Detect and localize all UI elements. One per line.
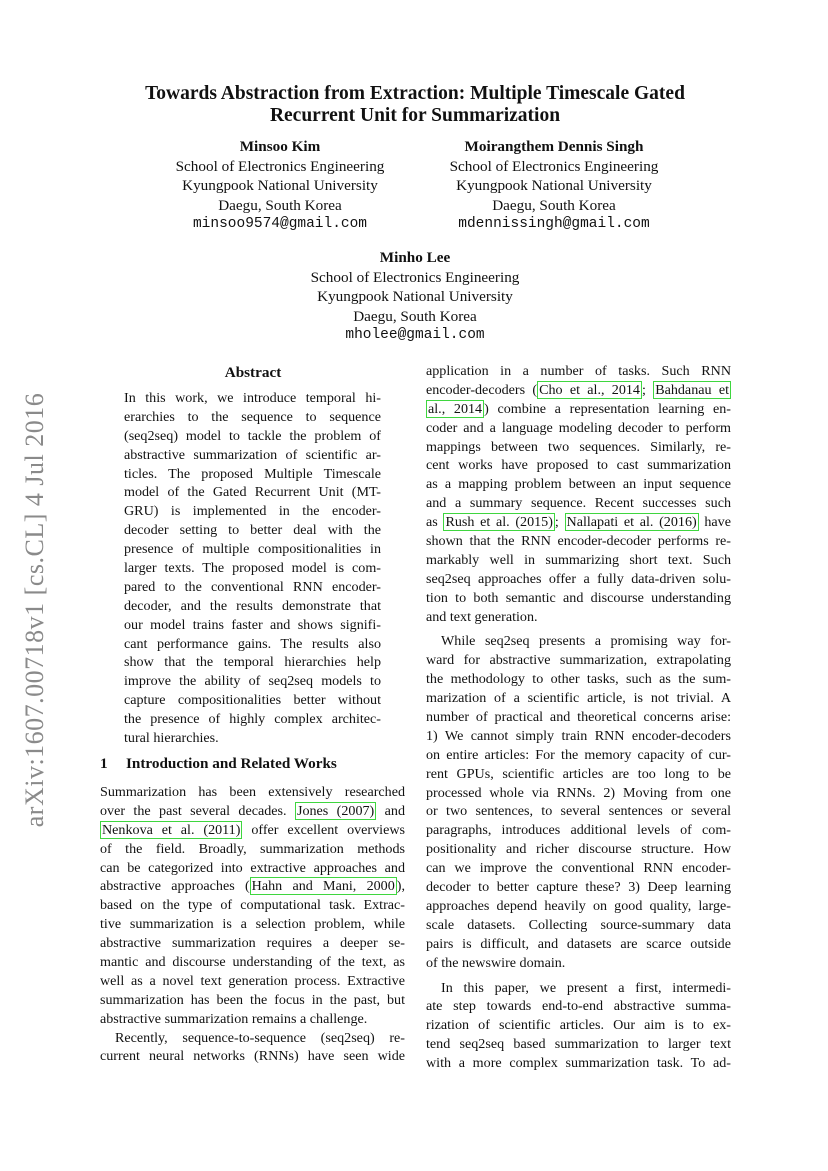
body-line: ate step towards end-to-end abstractive summa-: [426, 998, 731, 1015]
abstract-line: model of the Gated Recurrent Unit (MT-: [124, 484, 381, 501]
body-line: rization of scientific articles. Our aim is to ex-: [426, 1017, 731, 1034]
author-email[interactable]: mholee@gmail.com: [345, 327, 485, 343]
author-university: Kyungpook National University: [456, 177, 652, 194]
abstract-line: pared to the conventional RNN encoder-: [124, 578, 381, 595]
intro-right-column: [426, 362, 731, 1073]
author-university: Kyungpook National University: [317, 288, 513, 305]
citation-link[interactable]: Cho et al., 2014: [539, 381, 640, 398]
abstract-line: capture compositionalities better without: [124, 692, 381, 709]
citation-link[interactable]: Bahdanau et: [655, 381, 729, 398]
author-block: [160, 137, 400, 235]
body-line: coder and a language modeling decoder to perform: [426, 419, 731, 436]
author-name: Moirangthem Dennis Singh: [464, 138, 644, 155]
author-affiliation: School of Electronics Engineering: [175, 157, 385, 175]
abstract-line: our model trains faster and shows signifi-: [124, 616, 381, 633]
body-line: of the newswire domain.: [426, 954, 566, 971]
author-affiliation: School of Electronics Engineering: [449, 157, 659, 175]
body-line: tion to both semantic and discourse understanding: [426, 589, 731, 606]
intro-left-column: [100, 783, 405, 1066]
body-line: summarization has been the focus in the past, but: [100, 991, 405, 1008]
author-affiliation: School of Electronics Engineering: [310, 268, 520, 286]
abstract-line: improve the ability of seq2seq models to: [124, 673, 381, 690]
author-email[interactable]: minsoo9574@gmail.com: [192, 216, 368, 232]
body-line: markably well in summarizing short text. Such: [426, 551, 731, 568]
body-line: mantic and discourse understanding of the text, as: [100, 954, 405, 971]
body-line: as a mapping problem between an input sequence: [426, 476, 731, 493]
author-email[interactable]: mdennissingh@gmail.com: [458, 216, 650, 232]
body-line: with a more complex summarization task. To ad-: [426, 1055, 731, 1072]
body-line: al., 2014 ) combine a representation learning en-: [428, 400, 731, 417]
citation-link[interactable]: al., 2014: [428, 400, 483, 417]
arxiv-sidebar: [10, 380, 60, 840]
body-line: scale datasets. Collecting source-summary data: [426, 916, 731, 933]
abstract-line: abstractive summarization of scientific ar-: [124, 446, 381, 463]
section-number: 1: [100, 755, 108, 772]
section-heading: [100, 755, 337, 773]
body-line: and text generation.: [426, 608, 538, 625]
section-title: Introduction and Related Works: [126, 755, 337, 772]
abstract-line: erarchies to the sequence to sequence: [124, 408, 381, 425]
body-line: processed whole via RNNs. 2) Moving from one: [426, 784, 731, 801]
abstract-line: decoder, and the results demonstrate that: [124, 597, 381, 614]
body-line: mappings between two sequences. Similarly, re-: [426, 438, 731, 455]
body-line: and a summary sequence. Recent successes such: [426, 495, 731, 512]
abstract-heading: Abstract: [224, 364, 282, 381]
author-location: Daegu, South Korea: [492, 196, 616, 214]
body-line: approaches depend heavily on good quality, large-: [426, 897, 731, 914]
body-line: based on the type of computational task. Extrac-: [100, 897, 405, 914]
title-line: Recurrent Unit for Summarization: [269, 105, 561, 126]
body-line: Summarization has been extensively researched: [100, 784, 405, 800]
abstract-line: presence of multiple compositionalities in: [124, 541, 381, 558]
body-line: While seq2seq presents a promising way for-: [441, 633, 731, 650]
abstract-line: larger texts. The proposed model is com-: [124, 560, 381, 577]
body-line: ward for abstractive summarization, extrapolating: [426, 652, 731, 669]
body-line: can be categorized into extractive approaches and: [100, 859, 405, 876]
body-line: on entire articles: For the memory capacity of cur-: [426, 746, 731, 763]
body-line: current neural networks (RNNs) have seen wide: [100, 1048, 405, 1065]
body-line: seq2seq approaches offer a fully data-driven solu-: [426, 570, 731, 587]
author-block: [425, 137, 683, 235]
abstract-line: In this work, we introduce temporal hi-: [124, 390, 381, 406]
abstract-line: show that the temporal hierarchies help: [124, 654, 381, 671]
abstract-body: [124, 389, 381, 748]
body-line: can we improve the conventional RNN encoder-: [426, 860, 731, 877]
body-line: shown that the RNN encoder-decoder performs re-: [426, 533, 731, 550]
body-line: abstractive summarization requires a deeper se-: [100, 935, 405, 952]
citation-link[interactable]: Rush et al. (2015): [445, 514, 553, 531]
citation-link[interactable]: Hahn and Mani, 2000: [251, 878, 395, 895]
body-line: Recently, sequence-to-sequence (seq2seq) re-: [115, 1029, 405, 1046]
body-line: tend seq2seq based summarization to larger text: [426, 1036, 731, 1053]
citation-link[interactable]: Nenkova et al. (2011): [102, 821, 241, 838]
abstract-line: the presence of highly complex architec-: [124, 711, 381, 728]
body-line: of the field. Broadly, summarization methods: [100, 840, 405, 857]
body-line: application in a number of tasks. Such RNN: [426, 363, 731, 379]
author-name: Minsoo Kim: [239, 138, 321, 155]
paper-title: [100, 83, 730, 127]
citation-link[interactable]: Nallapati et al. (2016): [566, 514, 697, 531]
body-line: as Rush et al. (2015) ; Nallapati et al. (2016) have: [426, 514, 731, 531]
body-line: or two sentences, to several sentences or several: [426, 803, 731, 820]
body-line: rent GPUs, scientific articles are too long to be: [426, 765, 731, 782]
citation-link[interactable]: Jones (2007): [296, 802, 375, 819]
author-university: Kyungpook National University: [182, 177, 378, 194]
body-line: encoder-decoders ( Cho et al., 2014 ; Bahdanau et: [426, 381, 729, 398]
body-line: over the past several decades. Jones (2007) and: [100, 802, 405, 819]
body-line: positionality and richer discourse structure. How: [426, 841, 731, 858]
body-line: cent works have proposed to cast summarization: [426, 457, 731, 474]
body-line: abstractive summarization remains a challenge.: [100, 1010, 368, 1027]
body-line: number of practical and theoretical concerns arise:: [426, 709, 731, 726]
body-line: pairs is difficult, and datasets are scarce outside: [426, 935, 731, 952]
abstract-line: decoder setting to better deal with the: [124, 522, 381, 539]
body-line: the methodology to other tasks, such as the sum-: [426, 671, 731, 688]
body-line: well as a novel text generation process. Extractive: [100, 972, 405, 989]
author-name: Minho Lee: [379, 249, 451, 266]
body-line: paragraphs, introduces additional levels of com-: [426, 822, 731, 839]
abstract-line: (seq2seq) model to tackle the problem of: [124, 427, 381, 444]
body-line: marization of a scientific article, is not trivial. A: [426, 690, 731, 707]
body-line: tive summarization is a selection problem, while: [100, 916, 405, 933]
arxiv-identifier: arXiv:1607.00718v1 [cs.CL] 4 Jul 2016: [20, 392, 49, 828]
body-line: abstractive approaches ( Hahn and Mani, 2000 ),: [100, 878, 405, 895]
body-line: decoder to better capture these? 3) Deep learning: [426, 879, 731, 896]
body-line: Nenkova et al. (2011) offer excellent overviews: [102, 821, 405, 838]
author-block: [290, 248, 540, 346]
author-location: Daegu, South Korea: [353, 307, 477, 325]
abstract-line: tural hierarchies.: [124, 730, 219, 747]
abstract-line: cant performance gains. The results also: [124, 635, 381, 652]
body-line: In this paper, we present a first, intermedi-: [441, 979, 731, 996]
title-line: Towards Abstraction from Extraction: Multiple Timescale Gated: [145, 83, 685, 104]
abstract-line: ticles. The proposed Multiple Timescale: [124, 465, 381, 482]
abstract-line: GRU) is implemented in the encoder-: [124, 503, 381, 520]
body-line: 1) We cannot simply train RNN encoder-decoders: [426, 727, 731, 744]
author-location: Daegu, South Korea: [218, 196, 342, 214]
